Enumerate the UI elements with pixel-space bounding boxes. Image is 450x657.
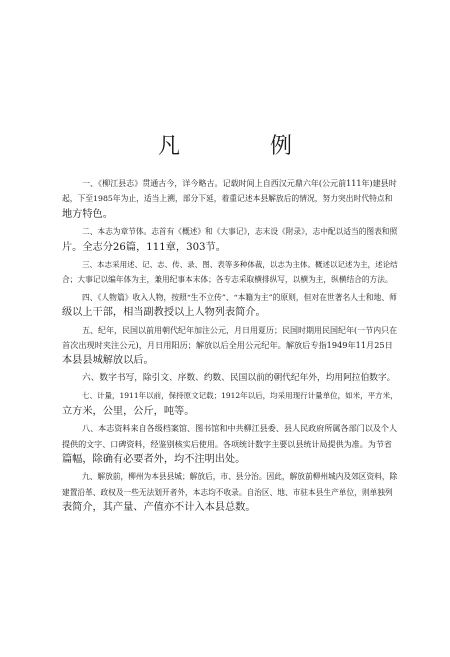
paragraph-2 [62, 224, 396, 255]
paragraph-8 [62, 421, 396, 467]
text-line: 二、本志为章节体。志首有《概述》和《大事记》，志末设《附录》，志中配以适当的图表和照 [82, 227, 398, 237]
page-title: 凡 例 [157, 134, 326, 159]
paragraph-3 [62, 257, 396, 288]
text-line: 级以上干部，相当副教授以上人物列表简介。 [62, 307, 266, 319]
text-line: 六、数字书写，除引文、序数、约数、民国以前的朝代纪年外，均用阿拉伯数字。 [82, 372, 396, 383]
text-line: 一、《柳江县志》贯通古今，详今略古。记载时间上自西汉元鼎六年(公元前111年)建县时 [82, 179, 397, 188]
text-line: 篇幅，除确有必要者外，均不注明出处。 [62, 453, 246, 465]
text-line: 七、计量，1911年以前，保持原文记载；1912年以后，均采用现行计量单位，如米，平方米， [82, 391, 398, 401]
text-line: 三、本志采用述、记、志、传、录、图、表等多种体裁，以志为主体。概述以记述为主，述论结 [82, 260, 398, 270]
text-line: 合；大事记以编年体为主，兼用纪事本末体；各专志采取横排纵写，以横为主，纵横结合的方法。 [62, 275, 393, 285]
text-line: 本县县城解放以后。 [62, 355, 154, 367]
paragraph-1 [62, 176, 396, 222]
text-line: 八、本志资料来自各级档案馆、图书馆和中共柳江县委、县人民政府所属各部门以及个人 [82, 423, 398, 434]
text-line: 四、《人物篇》收入人物，按照“生不立传”、“本籍为主”的原则，但对在世著名人士和地、师 [82, 292, 397, 302]
paragraph-5 [62, 323, 396, 369]
text-line: 地方特色。 [62, 208, 113, 220]
text-line: 片。全志分26篇，111章，303节。 [62, 241, 226, 253]
text-line: 九、解放前，柳州为本县县城；解放后，市、县分治。因此，解放前柳州城内及郊区资料，除 [82, 472, 398, 482]
text-line: 首次出现时夹注公元)，月日用阳历；解放以后全用公元纪年。解放后专指1949年11月25日 [62, 340, 393, 351]
text-line: 五、纪年，民国以前用朝代纪年加注公元，月日用夏历；民国时期用民国纪年(一节内只在 [82, 325, 398, 335]
text-line: 起，下至1985年为止，适当上溯，部分下延，着重记述本县解放后的情况，努力突出时代特点和 [62, 194, 393, 204]
text-line: 提供的文字、口碑资料，经鉴别核实后使用。各项统计数字主要以县统计局提供为准。为节省 [62, 439, 392, 449]
paragraph-9 [62, 469, 396, 515]
document-body [62, 176, 396, 518]
text-line: 表简介，其产量、产值亦不计入本县总数。 [62, 502, 256, 514]
paragraph-7 [62, 388, 396, 419]
text-line: 立方米，公里，公斤，吨等。 [62, 405, 195, 417]
paragraph-4 [62, 290, 396, 321]
text-line: 建置沿革、政权及一些无法划开者外，本志均不收录。自治区、地、市驻本县生产单位，则单独列 [62, 487, 393, 497]
paragraph-6 [62, 371, 396, 386]
